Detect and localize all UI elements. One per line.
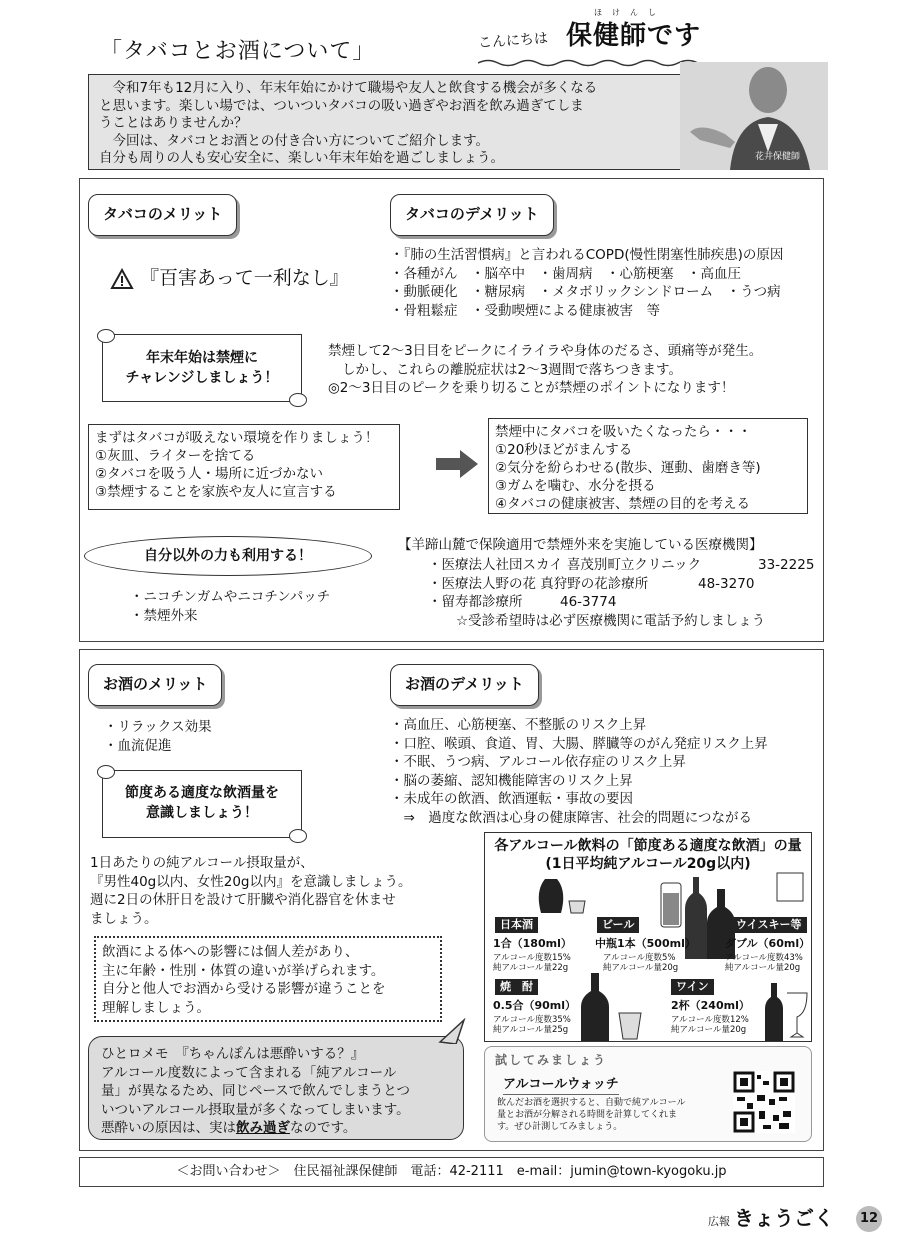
quit-info (328, 342, 762, 398)
drink-label: 日本酒 (495, 917, 538, 933)
list-item: ・リラックス効果 (104, 719, 212, 735)
craving-line: ②気分を紛らわせる(散歩、運動、歯磨き等) (495, 460, 761, 476)
list-item: ・動脈硬化 ・糖尿病 ・メタボリックシンドローム ・うつ病 (390, 284, 781, 300)
drink-label: ワイン (671, 979, 714, 995)
alcohol-watch-panel[interactable] (484, 1046, 812, 1142)
list-item: ・脳の萎縮、認知機能障害のリスク上昇 (390, 772, 633, 789)
list-item: ・未成年の飲酒、飲酒運転・事故の要因 (390, 791, 633, 807)
memo-line (101, 1119, 451, 1138)
alcohol-merit-list (104, 718, 212, 755)
watch-desc-line: 飲んだお酒を選択すると、自動で純アルコール (497, 1098, 686, 1108)
memo-line: アルコール度数によって含まれる「純アルコール (101, 1064, 397, 1081)
tobacco-demerit-list (390, 246, 783, 320)
scroll-line: チャレンジしましょう！ (125, 370, 279, 386)
clinics-list (428, 556, 828, 612)
clinic-name: ・医療法人社団スカイ 喜茂別町立クリニック (428, 557, 702, 573)
greeting-ruby: ほけんし (594, 8, 666, 17)
photo-caption: 花井保健師 (755, 152, 801, 162)
others-oval: 自分以外の力も利用する！ (84, 536, 372, 576)
craving-line: ①20秒ほどがまんする (495, 442, 633, 458)
greeting-big: 保健師です (566, 21, 702, 51)
intake-line: 1日あたりの純アルコール摂取量が、 (90, 855, 314, 871)
clinic-tel: 33-2225 (758, 557, 815, 573)
drink-label: ビール (597, 917, 639, 933)
clinic-row (428, 593, 828, 612)
brand-name: きょうごく (734, 1206, 834, 1230)
sake-cup-icon (569, 901, 585, 913)
watch-desc-line: す。ぜひ計測してみましょう。 (497, 1122, 623, 1132)
moderate-scroll (102, 770, 302, 838)
wine-glass-icon (787, 993, 807, 1037)
intake-line: 『男性40g以内、女性20g以内』を意識しましょう。 (90, 873, 412, 890)
box-line: 自分と他人でお酒から受ける影響が違うことを (102, 981, 386, 997)
watch-title: アルコールウォッチ (503, 1077, 619, 1095)
env-line: ①灰皿、ライターを捨てる (95, 448, 256, 464)
clinic-row (428, 556, 828, 575)
drink-amount: 2杯（240ml） (671, 999, 750, 1012)
daily-intake (90, 854, 412, 928)
alcohol-merit-tab: お酒のメリット (88, 664, 222, 706)
warning-icon (110, 268, 134, 290)
brand-small: 広報 (708, 1215, 730, 1228)
memo-text: なのです。 (290, 1120, 357, 1136)
bubble-tail (438, 1018, 468, 1044)
watch-description (497, 1097, 685, 1133)
list-item: ・ニコチンガムやニコチンパッチ (130, 589, 331, 605)
intro-line: 自分も周りの人も安心安全に、楽しい年末年始を過ごしましょう。 (99, 150, 504, 166)
shochu-cup-icon (619, 1013, 641, 1039)
box-line: 理解しましょう。 (102, 999, 210, 1016)
memo-text: 悪酔いの原因は、実は (101, 1120, 236, 1136)
intro-line: 今回は、タバコとお酒との付き合い方についてご紹介します。 (99, 132, 490, 149)
box-line: 飲酒による体への影響には個人差があり、 (102, 944, 359, 960)
list-item: ・『肺の生活習慣病』と言われるCOPD(慢性閉塞性肺疾患)の原因 (390, 247, 784, 263)
drink-abv: アルコール度数15% (493, 953, 571, 963)
drink-pure: 純アルコール量20g (671, 1025, 747, 1035)
right-arrow-icon (436, 450, 478, 478)
scroll-line: 節度ある適度な飲酒量を (125, 785, 279, 801)
brand-logo (708, 1205, 834, 1231)
sake-bottle-icon (539, 879, 564, 913)
drink-abv: アルコール度数5% (603, 953, 676, 963)
list-item: ・口腔、喉頭、食道、胃、大腸、膵臓等のがん発症リスク上昇 (390, 735, 768, 752)
memo-bubble (88, 1036, 464, 1140)
drink-abv: アルコール度数43% (725, 953, 803, 963)
clinic-name: ・留寿都診療所 (428, 594, 523, 610)
alcohol-demerit-list (390, 716, 768, 827)
drink-amount-chart (484, 832, 812, 1042)
drink-label: 焼 酎 (495, 979, 538, 995)
craving-line: ③ガムを噛む、水分を摂る (495, 478, 656, 494)
clinics-note: ☆受診希望時は必ず医療機関に電話予約しましょう (456, 613, 766, 629)
craving-line: 禁煙中にタバコを吸いたくなったら・・・ (495, 424, 752, 440)
drink-pure: 純アルコール量25g (493, 1025, 569, 1035)
list-item: ・不眠、うつ病、アルコール依存症のリスク上昇 (390, 754, 686, 770)
qr-code-icon[interactable] (733, 1071, 795, 1133)
scroll-line: 年末年始は禁煙に (146, 350, 258, 366)
watch-kicker: 試してみましょう (495, 1053, 608, 1067)
list-item: ・血流促進 (104, 737, 172, 754)
info-line: 禁煙して2～3日目をピークにイライラや身体のだるさ、頭痛等が発生。 (328, 343, 763, 359)
page-title: 「タバコとお酒について」 (100, 39, 376, 64)
shochu-bottle-icon (581, 973, 609, 1041)
individual-difference-box (94, 936, 442, 1022)
scroll-line: 意識しましょう！ (146, 805, 258, 821)
memo-emphasis: 飲み過ぎ (236, 1120, 290, 1136)
info-line: ◎2～3日目のピークを乗り切ることが禁煙のポイントになります！ (328, 380, 735, 396)
list-item: ・禁煙外来 (130, 607, 198, 624)
wine-bottle-icon (765, 983, 783, 1041)
clinic-row (428, 575, 828, 594)
env-line: ②タバコを吸う人・場所に近づかない (95, 466, 323, 482)
tobacco-demerit-tab: タバコのデメリット (390, 194, 554, 236)
clinic-name: ・医療法人野の花 真狩野の花診療所 (428, 575, 649, 592)
intro-line: と思います。楽しい場では、ついついタバコの吸い過ぎやお酒を飲み過ぎてしま (99, 97, 584, 114)
intake-line: 週に2日の休肝日を設けて肝臓や消化器官を休ませ (90, 892, 396, 908)
box-line: 主に年齢・性別・体質の違いが挙げられます。 (102, 962, 385, 979)
environment-box (88, 424, 400, 510)
clinic-tel: 46-3774 (560, 594, 617, 610)
info-line: しかし、これらの離脱症状は2～3週間で落ちつきます。 (342, 361, 682, 378)
clinic-tel: 48-3270 (698, 575, 755, 592)
clinics-heading: 【羊蹄山麓で保険適用で禁煙外来を実施している医療機関】 (398, 537, 763, 553)
env-line: ③禁煙することを家族や友人に宣言する (95, 484, 337, 500)
drink-abv: アルコール度数35% (493, 1015, 571, 1025)
drink-amount: ダブル（60ml） (725, 937, 811, 950)
memo-line: いついアルコール摂取量が多くなってしまいます。 (101, 1101, 410, 1118)
env-line: まずはタバコが吸えない環境を作りましょう！ (95, 430, 379, 446)
list-item: ・各種がん ・脳卒中 ・歯周病 ・心筋梗塞 ・高血圧 (390, 265, 741, 282)
drink-label: ウイスキー等 (731, 917, 807, 933)
whisky-glass-icon (777, 873, 803, 901)
tobacco-merit-text: 『百害あって一利なし』 (140, 267, 349, 289)
drink-amount: 0.5合（90ml） (493, 999, 577, 1012)
drink-pure: 純アルコール量22g (493, 963, 569, 973)
memo-line: 量」が異なるため、同じペースで飲んでしまうとつ (101, 1083, 411, 1099)
intro-line: 令和7年も12月に入り、年末年始にかけて職場や友人と飲食する機会が多くなる (99, 80, 598, 96)
tobacco-merit-tab: タバコのメリット (88, 194, 237, 236)
drink-abv: アルコール度数12% (671, 1015, 749, 1025)
drink-amount: 中瓶1本（500ml） (595, 937, 696, 950)
watch-desc-line: 量とお酒が分解される時間を計算してくれま (497, 1110, 678, 1120)
intro-line: うことはありませんか？ (99, 115, 248, 131)
drink-amount: 1合（180ml） (493, 937, 572, 950)
list-item: ・高血圧、心筋梗塞、不整脈のリスク上昇 (390, 717, 647, 733)
drink-pure: 純アルコール量20g (603, 963, 679, 973)
memo-line: ひとロメモ 『ちゃんぽんは悪酔いする？』 (101, 1046, 365, 1062)
page-number: 12 (856, 1206, 882, 1232)
contact-footer: ＜お問い合わせ＞ 住民福祉課保健師 電話：42-2111 e-mail：jumin@town-kyogoku.jp (79, 1157, 824, 1187)
drink-pure: 純アルコール量20g (725, 963, 801, 973)
greeting-small: こんにちは (477, 30, 549, 52)
greeting-heading (477, 8, 728, 58)
nurse-photo (680, 62, 828, 170)
chart-subtitle: (1日平均純アルコール20g以内) (545, 856, 751, 872)
craving-line: ④タバコの健康被害、禁煙の目的を考える (495, 496, 750, 512)
list-item: ・骨粗鬆症 ・受動喫煙による健康被害 等 (390, 302, 660, 319)
alcohol-demerit-tab: お酒のデメリット (390, 664, 539, 706)
craving-box (488, 418, 808, 514)
list-item: ⇒ 過度な飲酒は心身の健康障害、社会的問題につながる (390, 809, 753, 826)
chart-title: 各アルコール飲料の「節度ある適度な飲酒」の量 (494, 838, 802, 854)
others-list (130, 588, 330, 625)
intake-line: ましょう。 (90, 910, 158, 927)
challenge-scroll (102, 334, 302, 402)
